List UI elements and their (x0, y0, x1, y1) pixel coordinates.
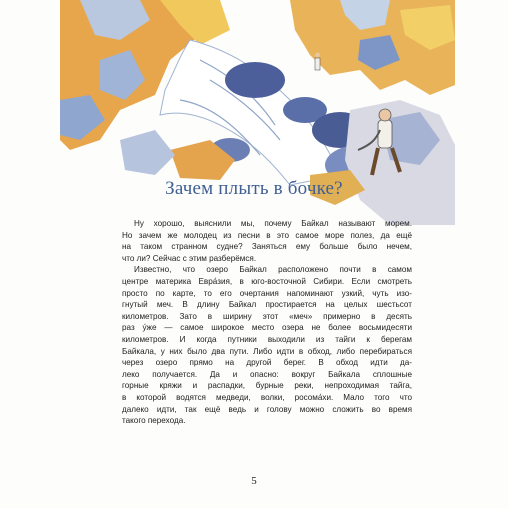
text-line: центре материка Евра́зия, в юго-восточной Сибири. Если смотреть (122, 276, 412, 286)
text-line: километров. И когда путники выходили из тайги к берегам (122, 334, 412, 344)
text-line: раз у́же — самое широкое место озера не более восьмидесяти (122, 323, 412, 333)
text-line: в которой водятся медведи, волки, росома́хи. Мало того что (122, 392, 412, 402)
text-line: на таком странном судне? Заняться ему больше было нечем, (122, 242, 412, 252)
text-line: далеко идти, так ещё ведь и голову можно сложить во время (122, 404, 412, 414)
text-line: горные кряжи и распадки, бурные реки, непроходимая тайга, (122, 381, 412, 391)
distant-figure (315, 53, 320, 71)
text-line: что ли? Сейчас с этим разберёмся. (122, 253, 257, 263)
paragraph-1 (122, 218, 412, 264)
chapter-title: Зачем плыть в бочке? (165, 178, 343, 199)
text-line: километров. Зато в ширину этот «меч» примерно в десять (122, 311, 412, 321)
text-line: через озеро прямо на другой берег. В обход идти да- (122, 358, 412, 368)
text-line: Известно, что озеро Байкал расположено почти в самом (134, 265, 412, 275)
text-line: просто по карте, то его очертания напоминают узкий, чуть изо- (122, 288, 412, 298)
text-line: Ну хорошо, выяснили мы, почему Байкал называют морем. (134, 219, 412, 228)
text-line: такого перехода. (122, 416, 186, 426)
body-text (122, 218, 412, 427)
text-line: Но зачем же молодец из песни в это самое море полез, да ещё (122, 230, 412, 240)
paragraph-2 (122, 264, 412, 426)
text-line: леко получается. Да и опасно: вокруг Байкала сплошные (122, 369, 412, 379)
text-line: гнутый меч. В длину Байкал простирается на целых шестьсот (122, 300, 412, 310)
page-number: 5 (251, 475, 257, 487)
text-line: Байкала, у них было два пути. Либо идти в обход, либо перебираться (122, 346, 412, 356)
